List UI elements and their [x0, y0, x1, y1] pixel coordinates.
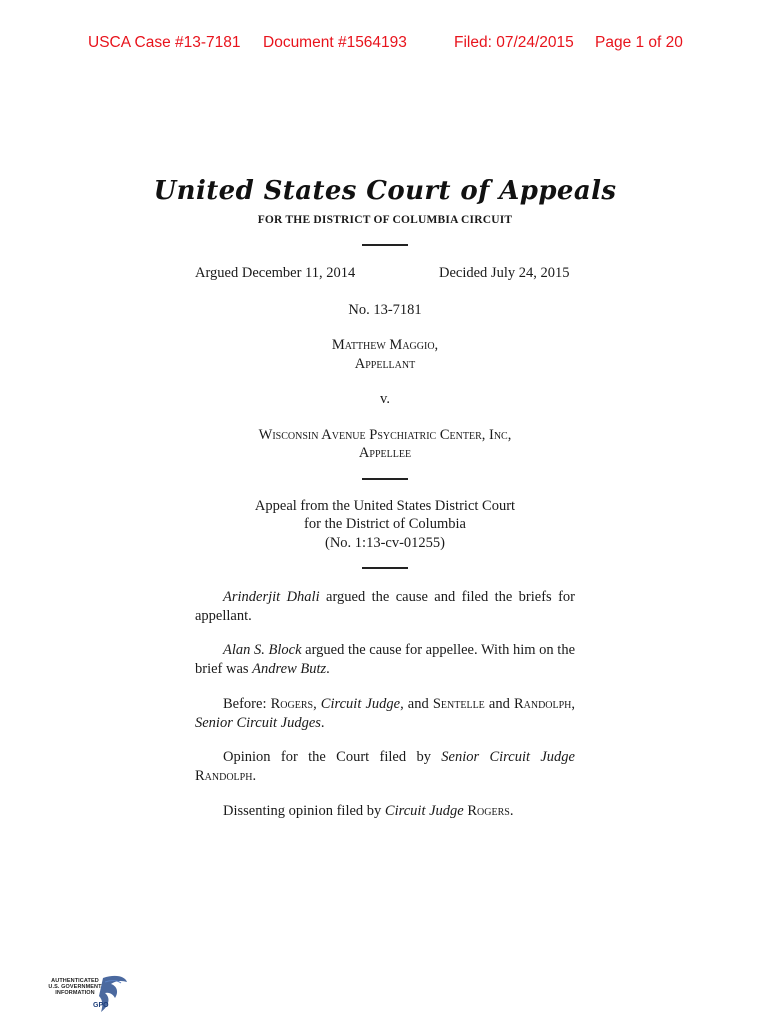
district-case-number: (No. 1:13-cv-01255) — [324, 535, 445, 551]
filing-header — [0, 34, 770, 54]
divider-rule — [362, 567, 408, 569]
header-filed-date: Filed: 07/24/2015 — [454, 34, 574, 51]
appellant-role: Appellant — [354, 356, 416, 372]
judge-name: Randolph — [513, 696, 572, 712]
header-document-number: Document #1564193 — [263, 34, 407, 51]
appellee-name: Wisconsin Avenue Psychiatric Center, Inc, — [258, 427, 512, 443]
appellant-name: Matthew Maggio, — [331, 337, 439, 353]
judge-name: Randolph — [195, 768, 253, 784]
attorney-name: Alan S. Block — [223, 642, 302, 658]
opinion-paragraph: Opinion for the Court filed by Senior Circuit Judge Randolph. — [195, 749, 575, 784]
attorney-name: Andrew Butz — [252, 661, 327, 677]
divider-rule — [362, 244, 408, 246]
decided-date: Decided July 24, 2015 — [439, 265, 570, 281]
eagle-icon — [45, 972, 131, 1020]
gpo-authentication-seal-icon — [45, 972, 131, 1020]
divider-rule — [362, 478, 408, 480]
header-case-number: USCA Case #13-7181 — [88, 34, 241, 51]
header-page-count: Page 1 of 20 — [595, 34, 683, 51]
judge-name: Sentelle — [432, 696, 485, 712]
argued-date: Argued December 11, 2014 — [195, 265, 356, 281]
appellant-counsel-paragraph: Arinderjit Dhali argued the cause and filed the briefs for appellant. — [195, 589, 575, 624]
appeal-line: Appeal from the United States District Court — [254, 498, 516, 514]
appellee-counsel-paragraph: Alan S. Block argued the cause for appellee. With him on the brief was Andrew Butz. — [195, 642, 576, 677]
gpo-mark: GPO — [93, 1002, 109, 1009]
panel-paragraph: Before: Rogers, Circuit Judge, and Sentelle and Randolph, Senior Circuit Judges. — [195, 696, 576, 731]
case-number: No. 13-7181 — [348, 302, 422, 318]
judge-name: Rogers — [467, 803, 510, 819]
appellee-role: Appellee — [358, 445, 412, 461]
versus: v. — [380, 391, 390, 407]
dissent-paragraph: Dissenting opinion filed by Circuit Judge Rogers. — [223, 803, 514, 819]
seal-text: AUTHENTICATED U.S. GOVERNMENT INFORMATION — [48, 978, 102, 997]
court-title: United States Court of Appeals — [153, 176, 617, 206]
court-subtitle: FOR THE DISTRICT OF COLUMBIA CIRCUIT — [257, 214, 513, 226]
judge-name: Rogers — [270, 696, 314, 712]
appeal-line: for the District of Columbia — [304, 516, 466, 532]
attorney-name: Arinderjit Dhali — [223, 589, 320, 605]
